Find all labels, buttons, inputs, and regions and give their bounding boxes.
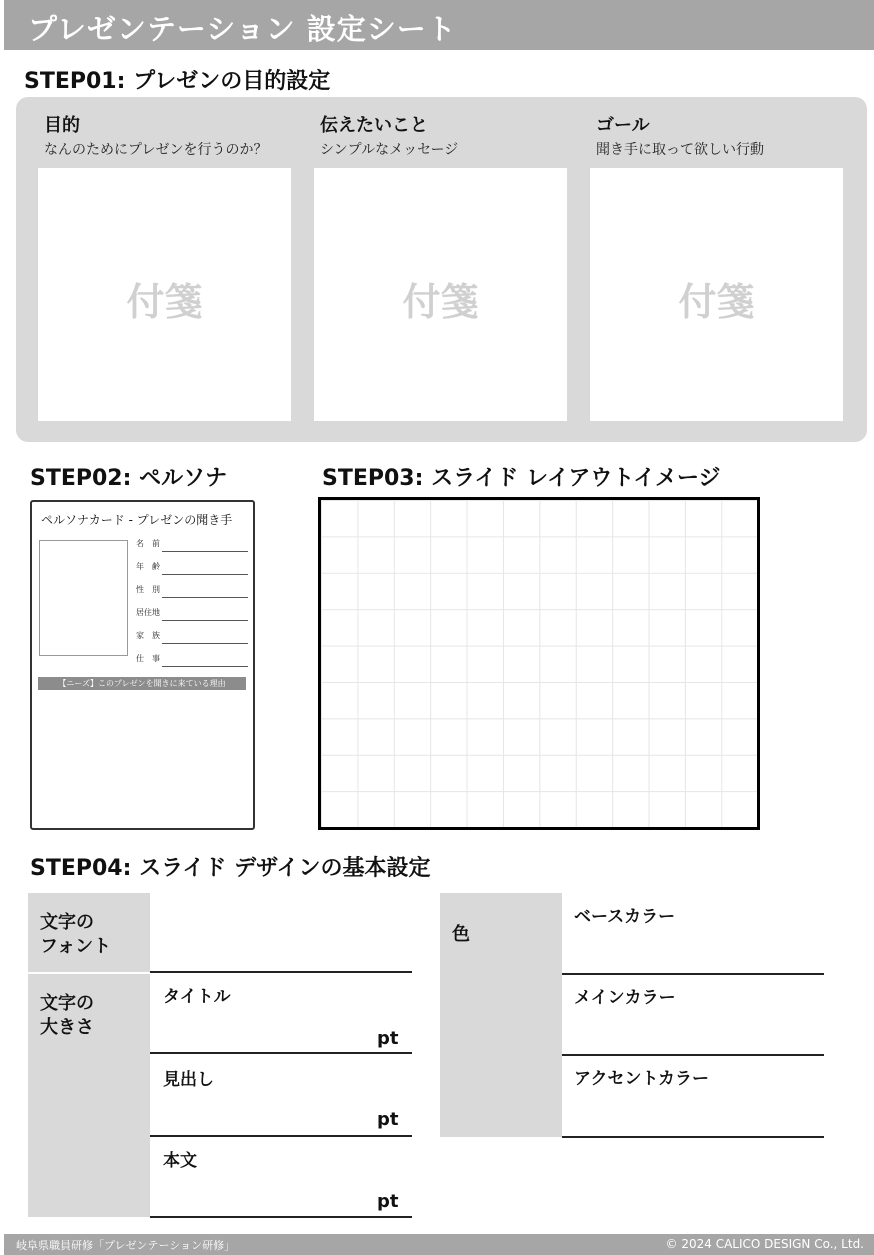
font-label-line2: フォント — [40, 936, 112, 957]
footer-bar — [4, 1234, 874, 1255]
column-subtitle-message: シンプルなメッセージ — [320, 142, 459, 158]
persona-field-label: 性 別 — [136, 585, 160, 594]
font-label-cell — [28, 893, 150, 972]
font-label-line1: 文字の — [40, 912, 94, 933]
sticky-note-area-message[interactable] — [314, 168, 567, 421]
persona-field-name[interactable] — [136, 538, 248, 552]
color-input-accent[interactable] — [562, 1056, 824, 1135]
size-input-title[interactable] — [150, 974, 412, 1052]
column-title-message: 伝えたいこと — [320, 115, 428, 136]
persona-field-job[interactable] — [136, 653, 248, 667]
persona-card-title: ペルソナカード - プレゼンの聞き手 — [41, 513, 233, 527]
size-row-title-label: タイトル — [163, 987, 231, 1007]
step02-heading: STEP02: ペルソナ — [30, 466, 228, 491]
footer-copyright: © 2024 CALICO DESIGN Co., Ltd. — [665, 1237, 864, 1251]
column-subtitle-goal: 聞き手に取って欲しい行動 — [596, 142, 764, 158]
persona-field-label: 家 族 — [136, 631, 160, 640]
page-title: プレゼンテーション 設定シート — [28, 12, 457, 46]
sticky-note-placeholder: 付箋 — [678, 280, 755, 324]
color-input-base[interactable] — [562, 893, 824, 972]
persona-card — [30, 500, 255, 830]
font-input-area[interactable] — [150, 893, 412, 972]
persona-field-gender[interactable] — [136, 584, 248, 598]
divider — [150, 971, 412, 973]
column-title-goal: ゴール — [596, 115, 650, 136]
divider — [150, 1216, 412, 1218]
column-subtitle-purpose: なんのためにプレゼンを行うのか？ — [44, 142, 268, 158]
persona-field-label: 名 前 — [136, 539, 160, 548]
size-unit-title: pt — [377, 1028, 399, 1049]
footer-course: 岐阜県職員研修「プレゼンテーション研修」 — [16, 1239, 236, 1252]
sticky-note-area-purpose[interactable] — [38, 168, 291, 421]
divider — [150, 1052, 412, 1054]
size-unit-heading: pt — [377, 1109, 399, 1130]
persona-field-label: 年 齢 — [136, 562, 160, 571]
size-input-body[interactable] — [150, 1137, 412, 1215]
persona-field-age[interactable] — [136, 561, 248, 575]
step01-panel — [16, 97, 867, 442]
color-input-main[interactable] — [562, 975, 824, 1053]
color-row-base-label: ベースカラー — [574, 907, 676, 927]
size-row-body-label: 本文 — [163, 1151, 197, 1171]
step03-heading: STEP03: スライド レイアウトイメージ — [322, 466, 721, 491]
color-row-accent-label: アクセントカラー — [574, 1069, 709, 1089]
size-label-line2: 大きさ — [40, 1017, 94, 1038]
color-label-cell — [440, 893, 562, 1137]
size-unit-body: pt — [377, 1191, 399, 1212]
size-row-heading-label: 見出し — [163, 1070, 214, 1090]
persona-needs-label: 【ニーズ】このプレゼンを聞きに来ている理由 — [38, 677, 246, 690]
persona-field-residence[interactable] — [136, 607, 248, 621]
sticky-note-placeholder: 付箋 — [402, 280, 479, 324]
step01-heading: STEP01: プレゼンの目的設定 — [24, 69, 331, 94]
size-label-cell — [28, 974, 150, 1217]
color-label: 色 — [452, 924, 470, 945]
step04-heading: STEP04: スライド デザインの基本設定 — [30, 856, 431, 881]
size-label-line1: 文字の — [40, 993, 94, 1014]
sticky-note-area-goal[interactable] — [590, 168, 843, 421]
divider — [562, 1136, 824, 1138]
title-bar — [4, 0, 874, 50]
slide-layout-grid[interactable] — [318, 497, 760, 830]
persona-field-family[interactable] — [136, 630, 248, 644]
persona-field-label: 仕 事 — [136, 654, 160, 663]
color-row-main-label: メインカラー — [574, 988, 676, 1008]
sticky-note-placeholder: 付箋 — [126, 280, 203, 324]
persona-photo-box[interactable] — [39, 540, 128, 656]
size-input-heading[interactable] — [150, 1055, 412, 1133]
persona-field-label: 居住地 — [136, 608, 160, 617]
column-title-purpose: 目的 — [44, 115, 80, 136]
